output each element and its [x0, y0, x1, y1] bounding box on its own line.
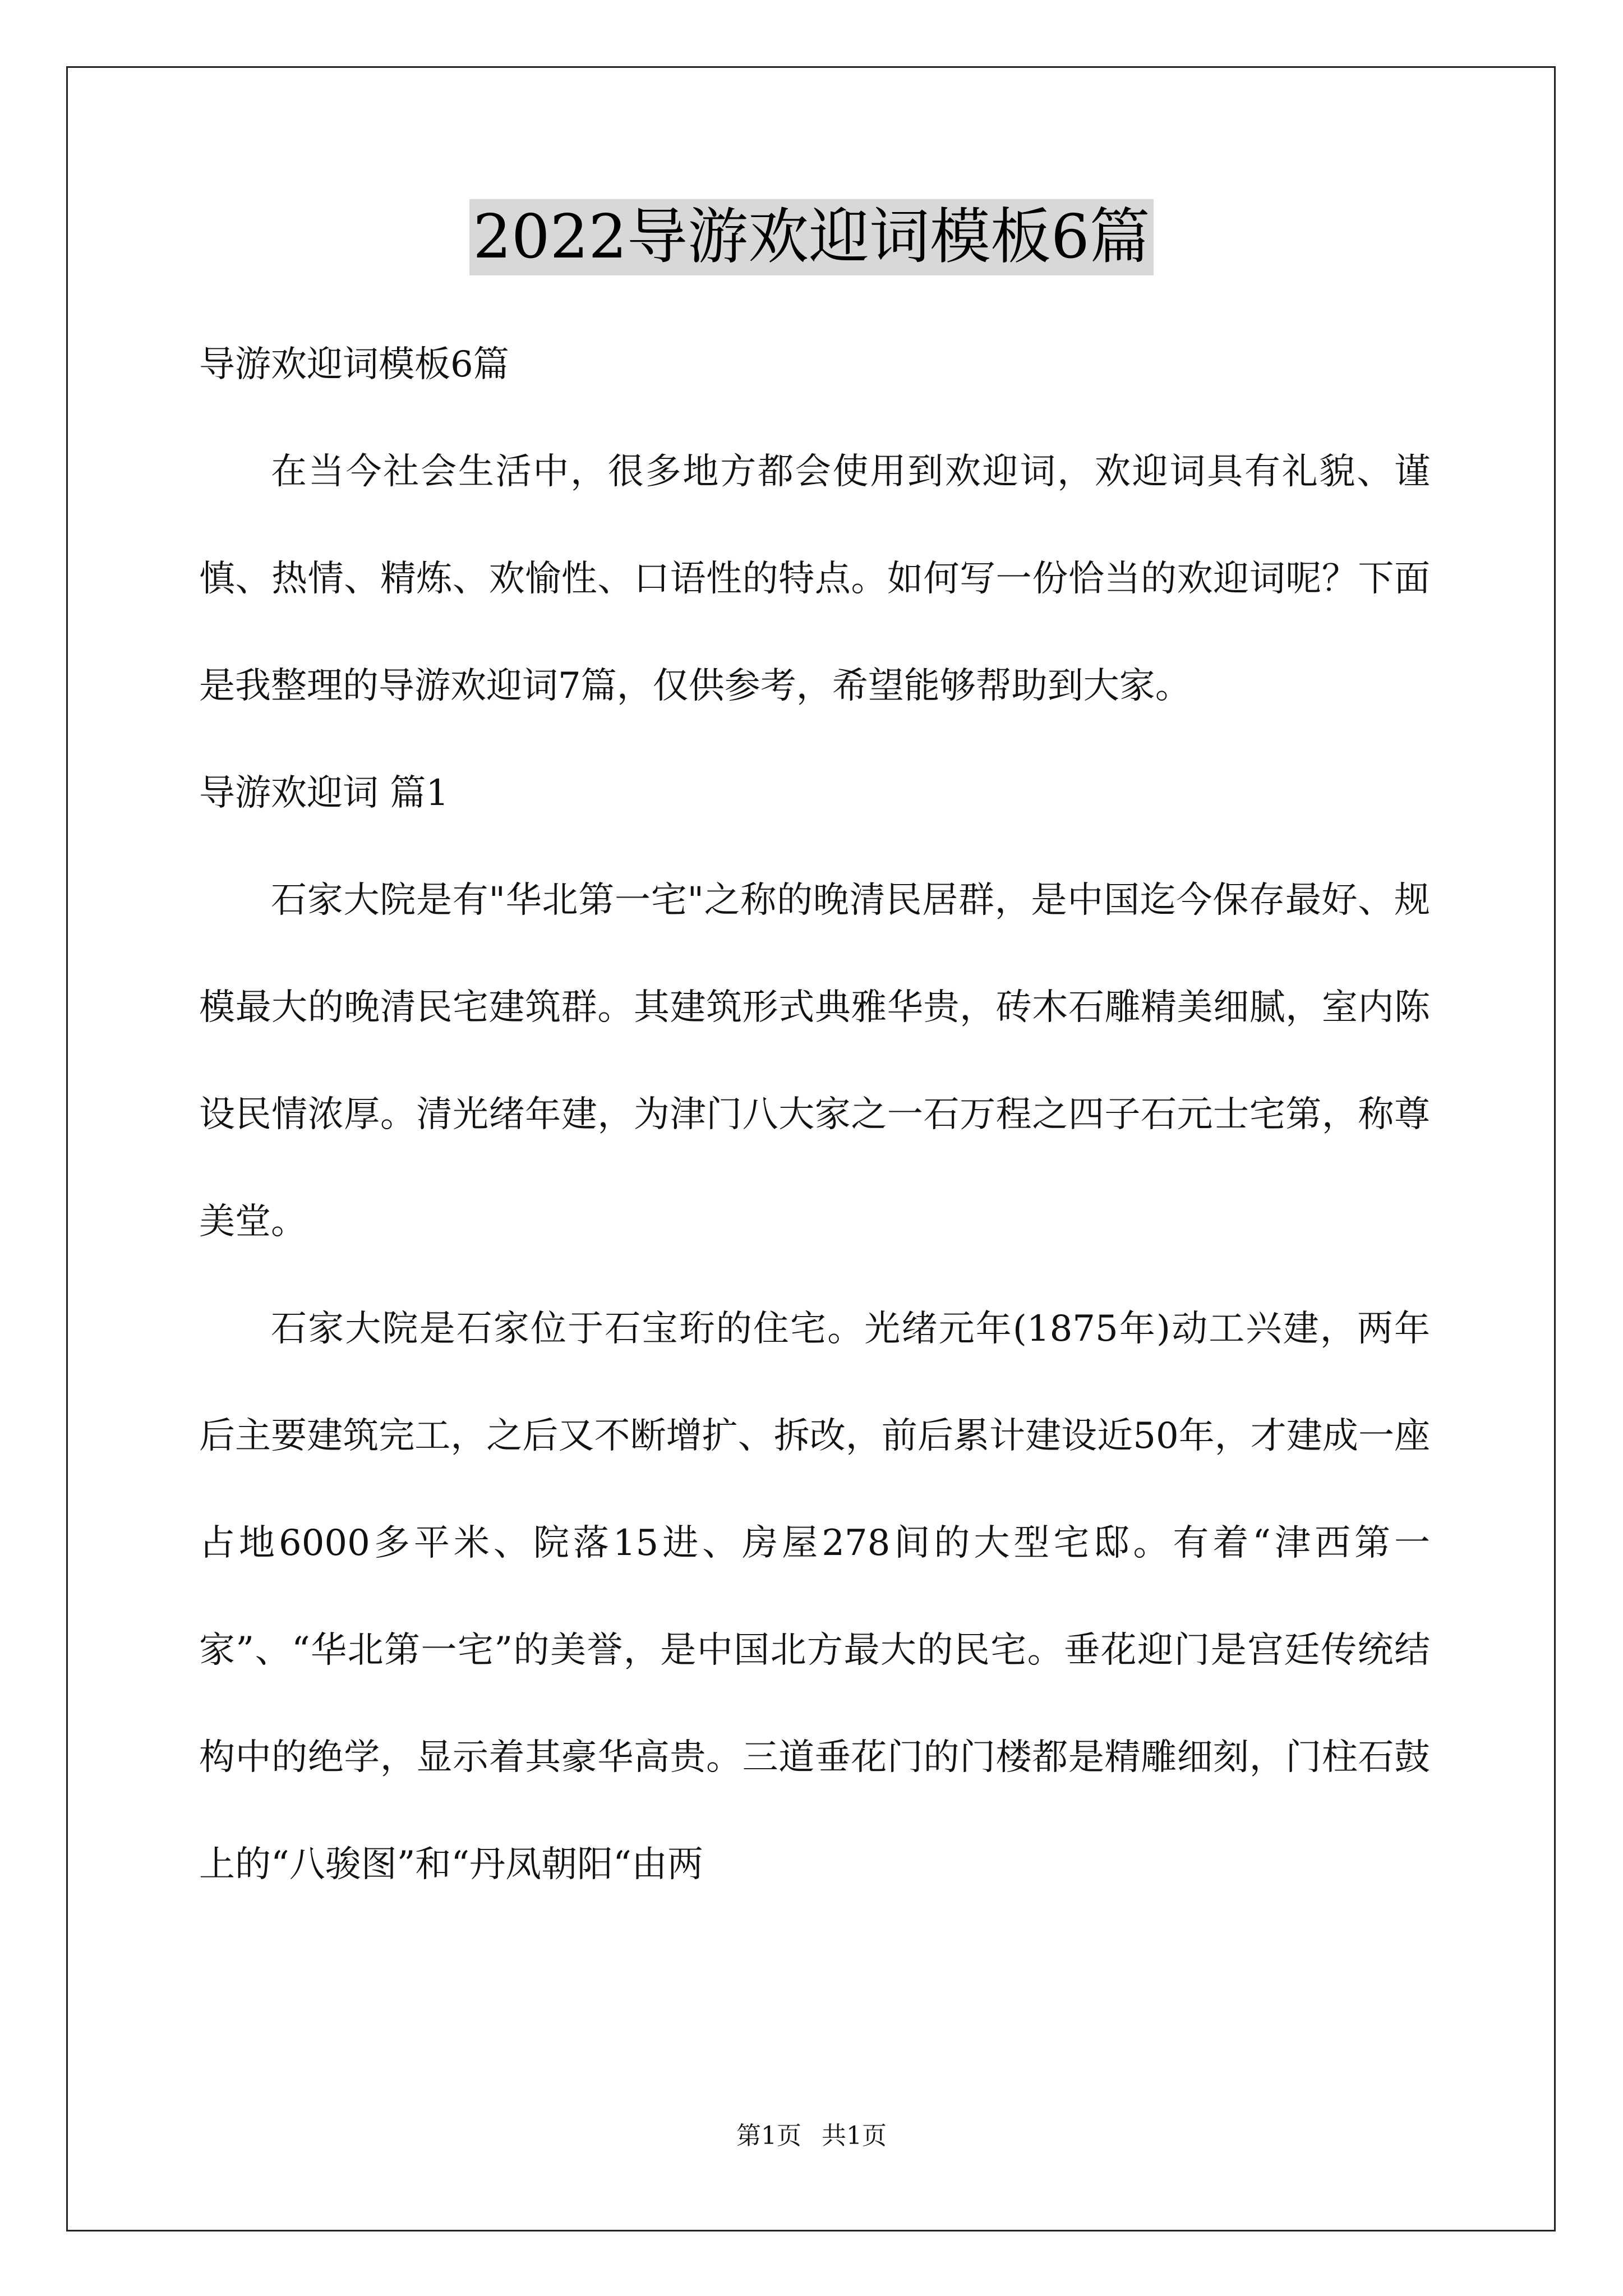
document-title: 2022导游欢迎词模板6篇: [469, 199, 1154, 275]
document-body: [199, 311, 1430, 1918]
document-subtitle: 导游欢迎词模板6篇: [199, 344, 509, 385]
page-number-current: 第1页: [736, 2122, 801, 2150]
page-footer: [0, 2119, 1623, 2153]
page-number-total: 共1页: [822, 2122, 887, 2150]
section-paragraph-1: 石家大院是有"华北第一宅"之称的晚清民居群，是中国迄今保存最好、规模最大的晚清民宅建筑群。其建筑形式典雅华贵，砖木石雕精美细腻，室内陈设民情浓厚。清光绪年建，为津门八大家之一石万程之四子石元士宅第，称尊美堂。: [199, 880, 1430, 1243]
section-heading: 导游欢迎词 篇1: [199, 772, 449, 814]
section-paragraph-2: 石家大院是石家位于石宝珩的住宅。光绪元年(1875年)动工兴建，两年后主要建筑完工，之后又不断增扩、拆改，前后累计建设近50年，才建成一座占地6000多平米、院落15进、房屋278间的大型宅邸。有着“津西第一家”、“华北第一宅”的美誉，是中国北方最大的民宅。垂花迎门是宫廷传统结构中的绝学，显示着其豪华高贵。三道垂花门的门楼都是精雕细刻，门柱石鼓上的“八骏图”和“丹凤朝阳“由两: [199, 1308, 1430, 1885]
title-container: [0, 199, 1623, 275]
intro-paragraph: 在当今社会生活中，很多地方都会使用到欢迎词，欢迎词具有礼貌、谨慎、热情、精炼、欢愉性、口语性的特点。如何写一份恰当的欢迎词呢？下面是我整理的导游欢迎词7篇，仅供参考，希望能够帮助到大家。: [199, 451, 1430, 707]
